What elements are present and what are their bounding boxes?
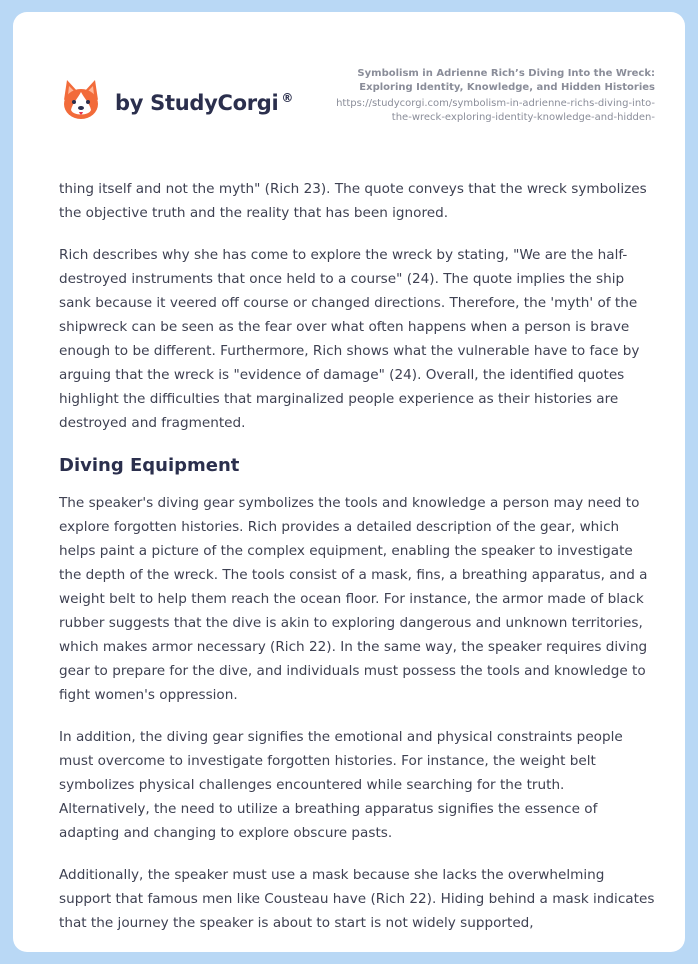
document-page [13,12,685,952]
essay-body [59,177,659,952]
paragraph-3: The speaker's diving gear symbolizes the tools and knowledge a person may need to explore forgotten histories. Rich provides a detailed description of the gear, which helps paint a picture of the complex equipment, enabling the speaker to investigate the depth of the wreck. The tools consist of a mask, fins, a breathing apparatus, and a weight belt to help them reach the ocean floor. For instance, the armor made of black rubber suggests that the dive is akin to exploring dangerous and unknown territories, which makes armor necessary (Rich 22). In the same way, the speaker requires diving gear to prepare for the dive, and individuals must possess the tools and knowledge to fight women's oppression. [59,495,648,703]
brand-text: by StudyCorgi [115,91,279,115]
paragraph-4: In addition, the diving gear signifies the emotional and physical constraints people must overcome to investigate forgotten histories. For instance, the weight belt symbolizes physical challenges encountered while searching for the truth. Alternatively, the need to utilize a breathing apparatus signifies the essence of adapting and changing to explore obscure pasts. [59,729,623,841]
paragraph-5: Additionally, the speaker must use a mask because she lacks the overwhelming support that famous men like Cousteau have (Rich 22). Hiding behind a mask indicates that the journey the speaker is about to start is not widely supported, [59,867,655,931]
studycorgi-logo[interactable] [61,78,293,122]
corgi-logo-icon [61,78,101,122]
registered-mark: ® [281,91,294,105]
document-url[interactable]: https://studycorgi.com/symbolism-in-adrienne-richs-diving-into-the-wreck-exploring-identity-knowledge-and-hidden- [336,98,655,123]
paragraph-1: thing itself and not the myth" (Rich 23). The quote conveys that the wreck symbolizes the objective truth and the reality that has been ignored. [59,181,647,221]
document-meta [325,67,655,125]
paragraph-2: Rich describes why she has come to explore the wreck by stating, "We are the half-destroyed instruments that once held to a course" (24). The quote implies the ship sank because it veered off course or changed directions. Therefore, the 'myth' of the shipwreck can be seen as the fear over what often happens when a person is brave enough to be different. Furthermore, Rich shows what the vulnerable have to face by arguing that the wreck is "evidence of damage" (24). Overall, the identified quotes highlight the difficulties that marginalized people experience as their histories are destroyed and fragmented. [59,247,640,431]
brand-name [115,91,293,115]
document-title: Symbolism in Adrienne Rich’s Diving Into the Wreck: Exploring Identity, Knowledge, and Hidden Histories [357,68,655,93]
section-heading: Diving Equipment [59,455,240,476]
